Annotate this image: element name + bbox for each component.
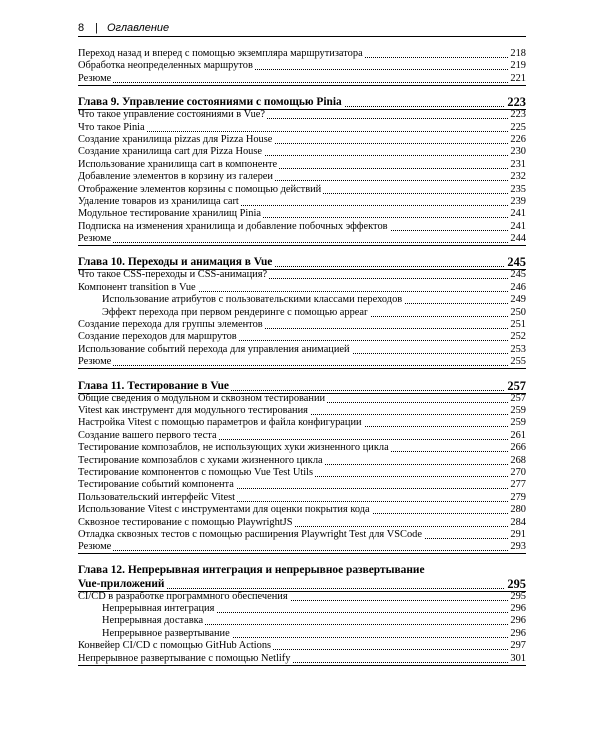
toc-entry[interactable] <box>78 73 526 85</box>
section-rule <box>78 553 526 554</box>
section-rule <box>78 393 526 394</box>
toc-page-number: 277 <box>510 479 526 491</box>
toc-entry[interactable] <box>78 282 526 294</box>
toc-chapter-title: Глава 9. Управление состояниями с помощью Pinia <box>78 96 342 109</box>
toc-chapter[interactable] <box>78 256 526 269</box>
toc-entry[interactable] <box>78 221 526 233</box>
dot-leader <box>78 242 526 243</box>
toc-page-number: 297 <box>510 640 526 652</box>
toc-entry-title: Добавление элементов в корзину из галереи <box>78 171 273 183</box>
dot-leader <box>78 82 526 83</box>
toc-page-number: 221 <box>510 72 526 84</box>
toc-entry-title: Создание хранилища cart для Pizza House <box>78 146 263 158</box>
toc-entry[interactable] <box>78 430 526 442</box>
toc-subentry[interactable] <box>78 628 526 640</box>
toc-entry-title: Vitest как инструмент для модульного тестирования <box>78 404 308 416</box>
toc-entry[interactable] <box>78 467 526 479</box>
toc-page-number: 293 <box>510 541 526 553</box>
toc-entry-title: Настройка Vitest с помощью параметров и файла конфигурации <box>78 417 362 429</box>
toc-entry-title: Что такое управление состояниями в Vue? <box>78 109 266 121</box>
toc-entry[interactable] <box>78 455 526 467</box>
toc-entry[interactable] <box>78 479 526 491</box>
toc-entry[interactable] <box>78 517 526 529</box>
toc-entry[interactable] <box>78 591 526 603</box>
toc-entry-title: Тестирование композаблов с хуками жизненного цикла <box>78 454 323 466</box>
toc-entry-title: Что такое CSS-переходы и CSS-анимация? <box>78 269 268 281</box>
toc-entry-title: CI/CD в разработке программного обеспечения <box>78 590 288 602</box>
toc-subentry[interactable] <box>78 294 526 306</box>
toc-page-number: 270 <box>510 466 526 478</box>
toc-entry-title: Подписка на изменения хранилища и добавление побочных эффектов <box>78 220 388 232</box>
toc-page-number: 245 <box>510 269 526 281</box>
toc-page-number: 231 <box>510 158 526 170</box>
toc-entry-title: Модульное тестирование хранилищ Pinia <box>78 208 261 220</box>
toc-page-number: 296 <box>510 627 526 639</box>
toc-chapter[interactable] <box>78 96 526 109</box>
toc-entry-title: Непрерывное развертывание с помощью Netlify <box>78 652 291 664</box>
toc-entry[interactable] <box>78 504 526 516</box>
toc-subentry[interactable] <box>78 307 526 319</box>
toc-entry[interactable] <box>78 344 526 356</box>
toc-entry[interactable] <box>78 319 526 331</box>
toc-entry-title: Использование Vitest с инструментами для оценки покрытия кода <box>78 504 370 516</box>
toc-entry[interactable] <box>78 146 526 158</box>
toc-entry[interactable] <box>78 233 526 245</box>
toc-entry[interactable] <box>78 417 526 429</box>
dot-leader <box>78 550 526 551</box>
toc-chapter[interactable] <box>78 564 526 591</box>
header-separator: | <box>95 22 98 34</box>
page-number: 8 <box>78 22 85 34</box>
toc-page-number: 218 <box>510 48 526 59</box>
toc-page-number: 261 <box>510 429 526 441</box>
toc-entry-title: Резюме <box>78 356 112 368</box>
toc-page-number: 226 <box>510 133 526 145</box>
toc-entry-title: Общие сведения о модульном и сквозном тестировании <box>78 392 326 404</box>
toc-entry-title: Отладка сквозных тестов с помощью расширения Playwright Test для VSCode <box>78 528 422 540</box>
toc-entry-title: Создание перехода для группы элементов <box>78 319 263 331</box>
toc-entry[interactable] <box>78 208 526 220</box>
toc-entry[interactable] <box>78 184 526 196</box>
toc-entry-title: Непрерывная доставка <box>102 615 204 627</box>
toc-entry-title: Непрерывная интеграция <box>102 603 215 615</box>
toc-entry-title: Переход назад и вперед с помощью экземпляра маршрутизатора <box>78 48 363 59</box>
toc-entry[interactable] <box>78 331 526 343</box>
toc-page-number: 301 <box>510 652 526 664</box>
toc-page-number: 239 <box>510 195 526 207</box>
toc-entry-title: Тестирование композаблов, не использующих хуки жизненного цикла <box>78 442 389 454</box>
toc-page-number: 225 <box>510 121 526 133</box>
toc-entry-title: Тестирование компонентов с помощью Vue Test Utils <box>78 466 314 478</box>
toc-page-number: 250 <box>510 306 526 318</box>
toc-entry-title: Сквозное тестирование с помощью PlaywrightJS <box>78 516 293 528</box>
toc-page-number: 253 <box>510 343 526 355</box>
toc-entry-title: Использование событий перехода для управления анимацией <box>78 343 350 355</box>
toc-page-number: 249 <box>510 294 526 306</box>
toc-page-number: 219 <box>510 60 526 72</box>
toc-entry[interactable] <box>78 269 526 281</box>
toc-entry-title: Использование хранилища cart в компоненте <box>78 158 278 170</box>
toc-entry[interactable] <box>78 653 526 665</box>
toc-page-number: 257 <box>510 392 526 404</box>
toc-page-number: 251 <box>510 319 526 331</box>
toc-page-number: 280 <box>510 504 526 516</box>
toc-entry[interactable] <box>78 492 526 504</box>
toc-entry[interactable] <box>78 171 526 183</box>
toc-page-number: 230 <box>510 146 526 158</box>
toc-page-number: 241 <box>510 208 526 220</box>
toc-entry[interactable] <box>78 393 526 405</box>
toc-entry-title: Создание хранилища pizzas для Pizza House <box>78 133 273 145</box>
toc-page-number: 235 <box>510 183 526 195</box>
toc-page-number: 296 <box>510 603 526 615</box>
section-rule <box>78 269 526 270</box>
toc-page-number: 241 <box>510 220 526 232</box>
section-rule <box>78 368 526 369</box>
toc-chapter-title: Глава 11. Тестирование в Vue <box>78 379 229 392</box>
toc-entry[interactable] <box>78 159 526 171</box>
toc-entry-title: Резюме <box>78 541 112 553</box>
toc-page-number: 259 <box>510 417 526 429</box>
toc-entry-title: Создание переходов для маршрутов <box>78 331 237 343</box>
toc-page-number: 257 <box>507 378 526 393</box>
toc-page-number: 268 <box>510 454 526 466</box>
toc-page-number: 252 <box>510 331 526 343</box>
toc-page-number: 295 <box>507 576 526 591</box>
toc-entry-title: Обработка неопределенных маршрутов <box>78 60 253 72</box>
toc-page-number: 284 <box>510 516 526 528</box>
toc-entry-title: Использование атрибутов с пользовательскими классами переходов <box>102 294 403 306</box>
toc-page-number: 295 <box>510 590 526 602</box>
toc-page-number: 266 <box>510 442 526 454</box>
toc-chapter-title-line1: Глава 12. Непрерывная интеграция и непрерывное развертывание <box>78 563 425 576</box>
toc-entry-title: Создание вашего первого теста <box>78 429 217 441</box>
toc-entry[interactable] <box>78 640 526 652</box>
toc-entry[interactable] <box>78 442 526 454</box>
toc-entry-title: Что такое Pinia <box>78 121 145 133</box>
toc-entry-title: Эффект перехода при первом рендеринге с помощью appear <box>102 306 368 318</box>
section-rule <box>78 85 526 86</box>
toc-chapter-title: Vue-приложений <box>78 577 165 590</box>
toc-page-number: 244 <box>510 233 526 245</box>
toc-entry[interactable] <box>78 196 526 208</box>
toc-entry[interactable] <box>78 48 526 60</box>
toc-entry-title: Удаление товаров из хранилища cart <box>78 195 239 207</box>
toc-subentry[interactable] <box>78 615 526 627</box>
toc-entry[interactable] <box>78 356 526 368</box>
section-rule <box>78 591 526 592</box>
header-rule <box>78 36 526 37</box>
toc-page-number: 279 <box>510 491 526 503</box>
toc-entry-title: Отображение элементов корзины с помощью действий <box>78 183 322 195</box>
running-title: Оглавление <box>107 22 170 34</box>
toc-entry-title: Тестирование событий компонента <box>78 479 234 491</box>
toc-entry[interactable] <box>78 529 526 541</box>
section-rule <box>78 109 526 110</box>
toc-subentry[interactable] <box>78 603 526 615</box>
toc-chapter-title: Глава 10. Переходы и анимация в Vue <box>78 256 273 269</box>
toc-entry[interactable] <box>78 405 526 417</box>
toc-chapter[interactable] <box>78 380 526 393</box>
toc-entry-title: Резюме <box>78 233 112 245</box>
toc-entry[interactable] <box>78 109 526 121</box>
toc-entry[interactable] <box>78 122 526 134</box>
toc-entry[interactable] <box>78 541 526 553</box>
toc-entry-title: Конвейер CI/CD с помощью GitHub Actions <box>78 640 272 652</box>
section-rule <box>78 665 526 666</box>
toc-page-number: 232 <box>510 171 526 183</box>
toc-entry-title: Резюме <box>78 72 112 84</box>
toc-entry-title: Компонент transition в Vue <box>78 281 196 293</box>
toc-page-number: 259 <box>510 404 526 416</box>
page-header <box>78 19 526 39</box>
toc-entry-title: Непрерывное развертывание <box>102 627 230 639</box>
toc-entry-title: Пользовательский интерфейс Vitest <box>78 491 236 503</box>
toc-page-number: 255 <box>510 356 526 368</box>
toc-page-number: 246 <box>510 281 526 293</box>
toc-entry[interactable] <box>78 60 526 72</box>
section-rule <box>78 245 526 246</box>
toc-page-number: 223 <box>507 95 526 110</box>
toc-entry[interactable] <box>78 134 526 146</box>
toc-page-number: 291 <box>510 528 526 540</box>
toc-page-number: 223 <box>510 109 526 121</box>
dot-leader <box>78 365 526 366</box>
table-of-contents <box>78 48 526 665</box>
toc-page-number: 245 <box>507 255 526 270</box>
toc-page-number: 296 <box>510 615 526 627</box>
